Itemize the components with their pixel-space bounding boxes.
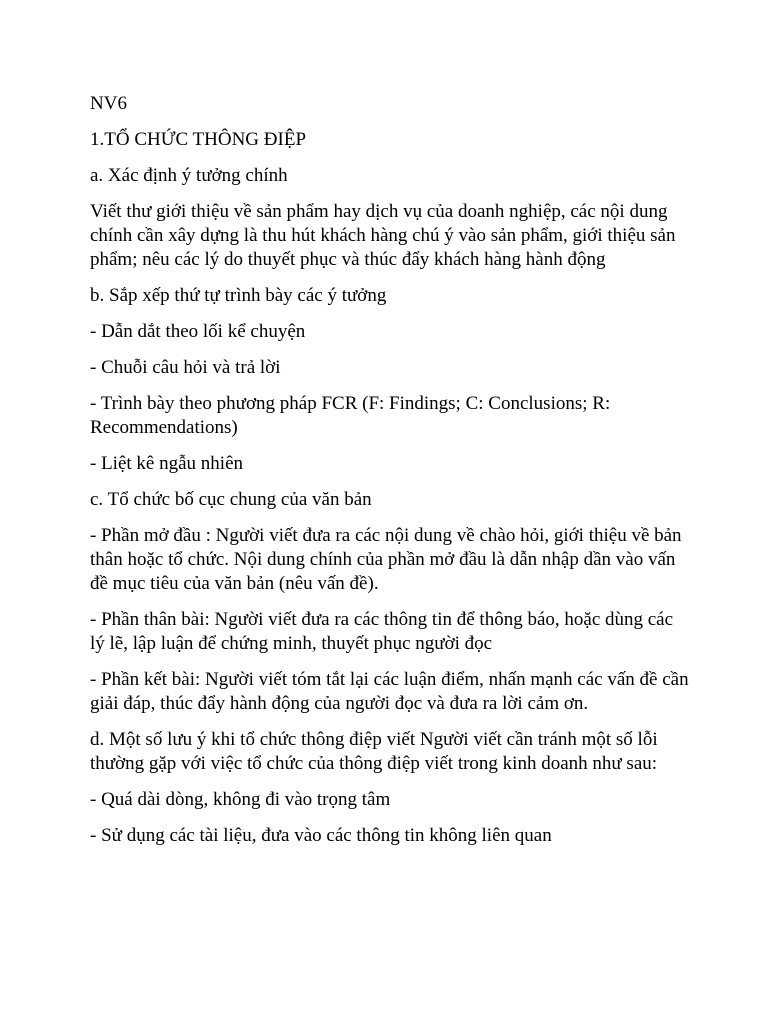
section-heading: 1.TỔ CHỨC THÔNG ĐIỆP — [90, 129, 307, 150]
list-item: - Liệt kê ngẫu nhiên — [90, 453, 244, 474]
list-item: - Sử dụng các tài liệu, đưa vào các thông tin không liên quan — [90, 825, 552, 846]
list-item: - Dẫn dắt theo lối kể chuyện — [90, 321, 306, 342]
document-body — [90, 92, 690, 860]
subheading-c: c. Tổ chức bố cục chung của văn bản — [90, 489, 372, 510]
list-item: - Trình bày theo phương pháp FCR (F: Findings; C: Conclusions; R: Recommendations) — [90, 393, 611, 438]
list-item: - Phần thân bài: Người viết đưa ra các thông tin để thông báo, hoặc dùng các lý lẽ, lập luận để chứng minh, thuyết phục người đọc — [90, 609, 674, 654]
paragraph-a-body: Viết thư giới thiệu về sản phẩm hay dịch vụ của doanh nghiệp, các nội dung chính cần xây dựng là thu hút khách hàng chú ý vào sản phẩm, giới thiệu sản phẩm; nêu các lý do thuyết phục và thúc đẩy khách hàng hành động — [90, 201, 676, 270]
list-item: - Phần mở đầu : Người viết đưa ra các nội dung về chào hỏi, giới thiệu về bản thân hoặc tổ chức. Nội dung chính của phần mở đầu là dẫn nhập dần vào vấn đề mục tiêu của văn bản (nêu vấn đề). — [90, 525, 682, 594]
list-item: - Quá dài dòng, không đi vào trọng tâm — [90, 789, 391, 810]
subheading-a: a. Xác định ý tưởng chính — [90, 165, 288, 186]
list-item: - Phần kết bài: Người viết tóm tắt lại các luận điểm, nhấn mạnh các vấn đề cần giải đáp, thúc đẩy hành động của người đọc và đưa ra lời cảm ơn. — [90, 669, 689, 714]
subheading-b: b. Sắp xếp thứ tự trình bày các ý tưởng — [90, 285, 387, 306]
doc-code: NV6 — [90, 93, 127, 114]
subheading-d: d. Một số lưu ý khi tổ chức thông điệp viết Người viết cần tránh một số lỗi thường gặp với việc tổ chức của thông điệp viết trong kinh doanh như sau: — [90, 729, 658, 774]
list-item: - Chuỗi câu hỏi và trả lời — [90, 357, 281, 378]
